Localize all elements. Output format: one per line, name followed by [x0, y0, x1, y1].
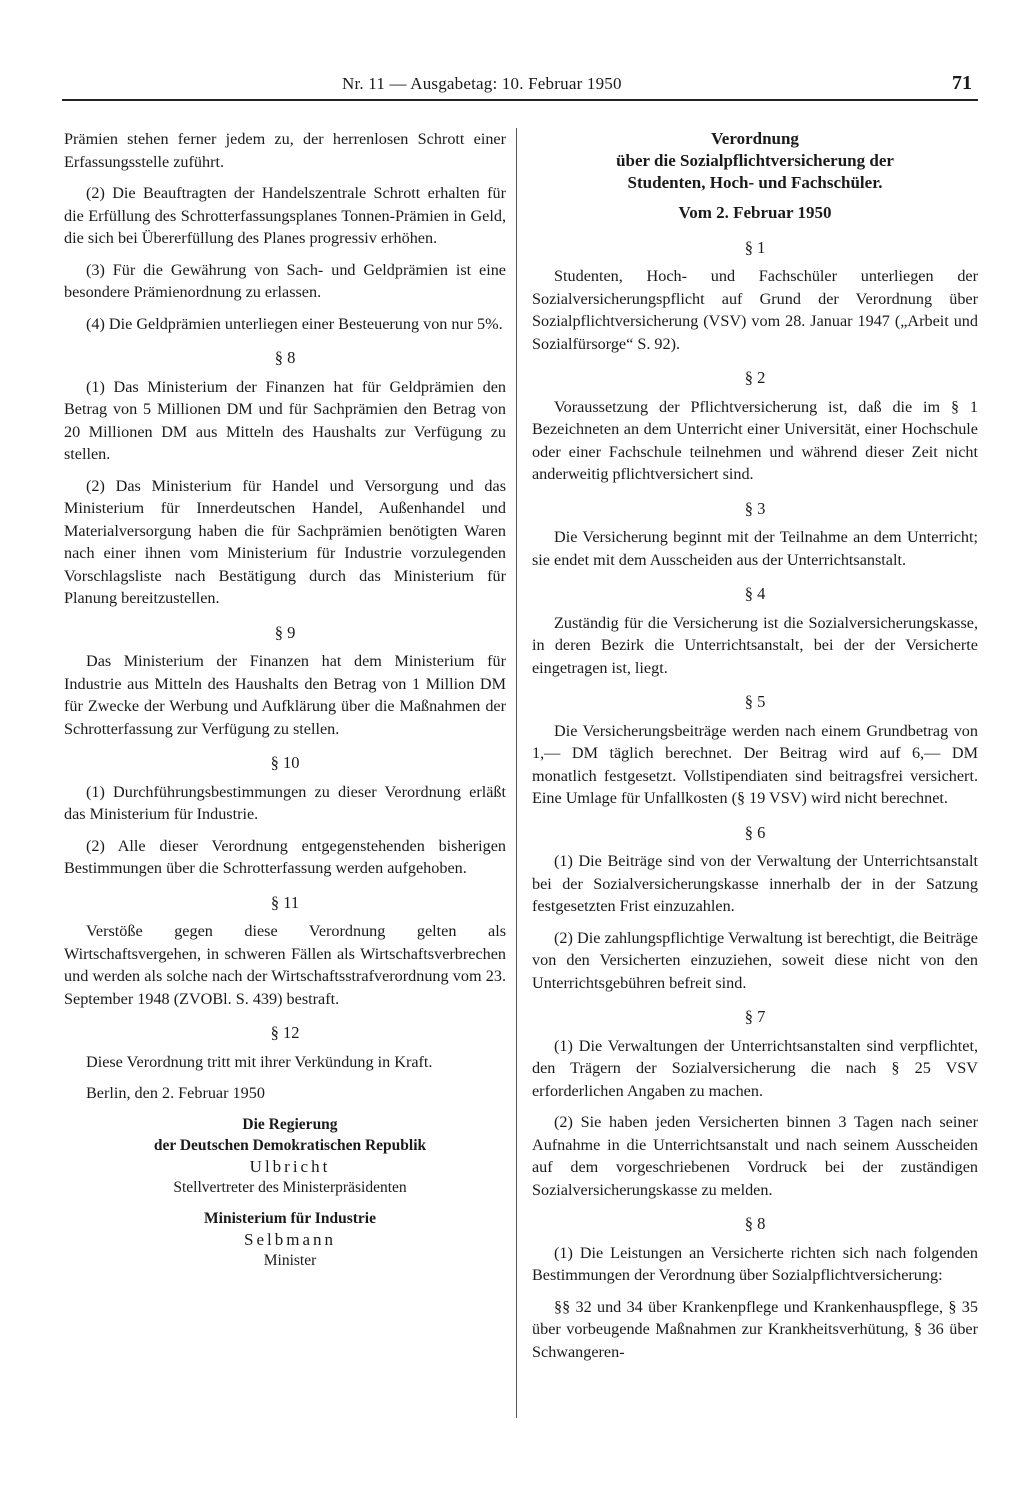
section-heading: § 2 — [744, 368, 766, 387]
paragraph: (2) Die zahlungspflichtige Verwaltung ist berechtigt, die Beiträge von den Versicherten einzuziehen, soweit diese nicht von den Unterrichtsgebühren befreit sind. — [532, 928, 978, 992]
paragraph: Prämien stehen ferner jedem zu, der herrenlosen Schrott einer Erfassungsstelle zuführt. — [64, 130, 506, 171]
signatory-name: Selbmann — [244, 1229, 336, 1249]
section-heading: § 11 — [270, 892, 300, 912]
paragraph: Das Ministerium der Finanzen hat dem Ministerium für Industrie aus Mitteln des Haushalts den Betrag von 1 Million DM für Zwecke der Werbung und Aufklärung über die Maßnahmen der Schrotterfassung zur Verfügung zu stellen. — [64, 652, 506, 738]
paragraph: (3) Für die Gewährung von Sach- und Geldprämien ist eine besondere Prämienordnung zu erlassen. — [64, 260, 506, 301]
paragraph: (1) Die Beiträge sind von der Verwaltung der Unterrichtsanstalt bei der Sozialversicherungskasse innerhalb der in der Satzung festgesetzten Frist einzuzahlen. — [532, 852, 978, 915]
page-number: 71 — [952, 72, 972, 94]
paragraph: (4) Die Geldprämien unterliegen einer Besteuerung von nur 5%. — [86, 314, 503, 333]
signatory-name: Ulbricht — [249, 1156, 331, 1176]
paragraph: Zuständig für die Versicherung ist die Sozialversicherungskasse, in deren Bezirk die Unterrichtsanstalt, bei der der Versicherte eingetragen ist, liegt. — [532, 613, 978, 677]
government-line: der Deutschen Demokratischen Republik — [153, 1136, 427, 1154]
title-line: Verordnung — [711, 129, 799, 148]
issue-info: Nr. 11 — Ausgabetag: 10. Februar 1950 — [342, 74, 622, 93]
section-heading: § 6 — [744, 822, 766, 842]
paragraph: Voraussetzung der Pflichtversicherung ist, daß die im § 1 Bezeichneten an dem Unterricht einer Universität, einer Hochschule oder einer Fachschule teilnehmen und während dieser Zeit nicht anderweitig pflichtversichert sind. — [532, 397, 978, 483]
section-heading: § 4 — [744, 584, 766, 603]
running-header — [62, 68, 978, 98]
signatory-role: Minister — [263, 1251, 317, 1269]
paragraph: (1) Die Leistungen an Versicherte richten sich nach folgenden Bestimmungen der Verordnung über Sozialpflichtversicherung: — [532, 1243, 978, 1284]
title-line: Studenten, Hoch- und Fachschüler. — [627, 173, 883, 192]
signature-block — [74, 1114, 506, 1271]
section-heading: § 1 — [744, 237, 766, 257]
paragraph: Verstöße gegen diese Verordnung gelten als Wirtschaftsvergehen, in schweren Fällen als Wirtschaftsverbrechen und werden als solche nach der Wirtschaftsstrafverordnung vom 23. September 1948 (ZVOBl. S. 439) bestraft. — [64, 922, 506, 1008]
paragraph: (2) Alle dieser Verordnung entgegenstehenden bisherigen Bestimmungen über die Schrotterfassung werden aufgehoben. — [64, 836, 506, 877]
government-line: Die Regierung — [242, 1115, 338, 1133]
paragraph: (2) Sie haben jeden Versicherten binnen 3 Tagen nach seiner Aufnahme in die Unterrichtsanstalt und nach seinem Ausscheiden auf dem vorgeschriebenen Vordruck bei der zuständigen Sozialversicherungskasse zu melden. — [532, 1113, 978, 1199]
section-heading: § 10 — [270, 753, 300, 772]
section-heading: § 8 — [274, 348, 296, 367]
header-rule — [62, 99, 978, 101]
section-heading: § 7 — [744, 1007, 766, 1026]
paragraph: Die Versicherung beginnt mit der Teilnahme an dem Unterricht; sie endet mit dem Ausscheiden aus der Unterrichtsanstalt. — [532, 528, 978, 569]
paragraph: §§ 32 und 34 über Krankenpflege und Krankenhauspflege, § 35 über vorbeugende Maßnahmen zur Krankheitsverhütung, § 36 über Schwangeren- — [532, 1297, 978, 1361]
paragraph: Die Versicherungsbeiträge werden nach einem Grundbetrag von 1,— DM täglich berechnet. Der Beitrag wird auf 6,— DM monatlich festgesetzt. Vollstipendiaten sind beitragsfrei versichert. Eine Umlage für Unfallkosten (§ 19 VSV) wird nicht berechnet. — [532, 721, 978, 807]
section-heading: § 8 — [744, 1214, 766, 1233]
paragraph: (1) Durchführungsbestimmungen zu dieser Verordnung erläßt das Ministerium für Industrie. — [64, 782, 506, 823]
signatory-role: Stellvertreter des Ministerpräsidenten — [173, 1178, 407, 1196]
paragraph: (2) Das Ministerium für Handel und Versorgung und das Ministerium für Innerdeutschen Handel, Außenhandel und Materialversorgung haben die für Sachprämien benötigten Waren nach einer ihnen vom Ministerium für Industrie vorzulegenden Vorschlagsliste nach Bestätigung durch das Ministerium für Planung bereitzustellen. — [64, 476, 506, 607]
paragraph: (1) Die Verwaltungen der Unterrichtsanstalten sind verpflichtet, den Trägern der Sozialversicherung die nach § 25 VSV erforderlichen Angaben zu machen. — [532, 1036, 978, 1100]
paragraph: Studenten, Hoch- und Fachschüler unterliegen der Sozialversicherungspflicht auf Grund der Verordnung über Sozialpflichtversicherung (VSV) vom 28. Januar 1947 („Arbeit und Sozialfürsorge“ S. 92). — [532, 267, 978, 353]
left-column — [64, 128, 506, 1271]
paragraph: (1) Das Ministerium der Finanzen hat für Geldprämien den Betrag von 5 Millionen DM und für Sachprämien den Betrag von 20 Millionen DM aus Mitteln des Haushalts zur Verfügung zu stellen. — [64, 377, 506, 463]
section-heading: § 12 — [270, 1023, 300, 1042]
column-divider — [516, 128, 517, 1418]
paragraph: (2) Die Beauftragten der Handelszentrale Schrott erhalten für die Erfüllung des Schrotterfassungsplanes Tonnen-Prämien in Geld, die sich bei Übererfüllung des Planes progressiv erhöhen. — [64, 184, 506, 247]
ministry-line: Ministerium für Industrie — [204, 1209, 376, 1227]
ordinance-title — [532, 128, 978, 194]
ordinance-date: Vom 2. Februar 1950 — [678, 203, 832, 222]
title-line: über die Sozialpflichtversicherung der — [616, 151, 894, 170]
right-column — [532, 128, 978, 1372]
section-heading: § 5 — [744, 692, 766, 711]
paragraph: Diese Verordnung tritt mit ihrer Verkündung in Kraft. — [86, 1052, 433, 1071]
section-heading: § 9 — [274, 622, 296, 642]
section-heading: § 3 — [744, 498, 766, 518]
place-date: Berlin, den 2. Februar 1950 — [86, 1084, 265, 1102]
